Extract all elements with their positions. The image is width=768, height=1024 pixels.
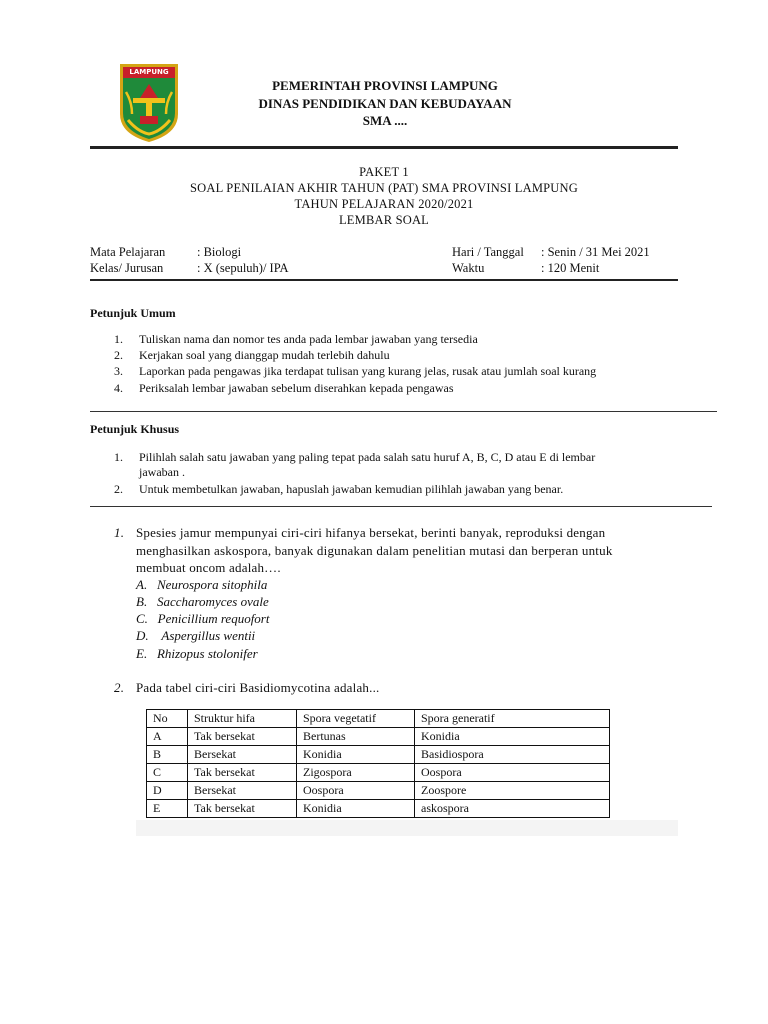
question-2-number: 2. xyxy=(114,680,125,695)
table-cell: Zigospora xyxy=(297,764,415,782)
table-cell: Oospora xyxy=(297,782,415,800)
list-item: 3. Laporkan pada pengawas jika terdapat tulisan yang kurang jelas, rusak atau jumlah soal kurang xyxy=(114,364,597,378)
table-row xyxy=(147,782,610,800)
table-cell: Bertunas xyxy=(297,728,415,746)
question-1-line-3: membuat oncom adalah…. xyxy=(136,560,281,575)
table-cell: Bersekat xyxy=(188,782,297,800)
question-1-line-2: menghasilkan askospora, banyak digunakan dalam penelitian mutasi dan berperan untuk xyxy=(136,543,613,558)
table-cell: Tak bersekat xyxy=(188,800,297,818)
list-item: 2. Untuk membetulkan jawaban, hapuslah jawaban kemudian pilihlah jawaban yang benar. xyxy=(114,482,564,496)
list-item: 1. Pilihlah salah satu jawaban yang paling tepat pada salah satu huruf A, B, C, D atau E di lembar jawaban . xyxy=(114,450,596,479)
table-cell: E xyxy=(147,800,188,818)
table-cell: Tak bersekat xyxy=(188,764,297,782)
section-divider xyxy=(90,506,712,507)
question-2-text: Pada tabel ciri-ciri Basidiomycotina adalah... xyxy=(136,680,380,695)
table-cell: Konidia xyxy=(297,800,415,818)
exam-title: SOAL PENILAIAN AKHIR TAHUN (PAT) SMA PROVINSI LAMPUNG xyxy=(190,181,578,195)
class-value: : X (sepuluh)/ IPA xyxy=(197,261,289,275)
time-value: : 120 Menit xyxy=(541,261,600,275)
table-header-cell: No xyxy=(147,710,188,728)
class-label: Kelas/ Jurusan xyxy=(90,261,164,275)
question-1-number: 1. xyxy=(114,525,125,540)
table-cell: Bersekat xyxy=(188,746,297,764)
characteristics-table xyxy=(146,709,610,818)
table-cell: Oospora xyxy=(415,764,610,782)
section-divider xyxy=(90,411,717,412)
table-cell: Zoospore xyxy=(415,782,610,800)
table-cell: Konidia xyxy=(297,746,415,764)
table-cell: A xyxy=(147,728,188,746)
table-cell: askospora xyxy=(415,800,610,818)
table-header-row xyxy=(147,710,610,728)
paket-title: PAKET 1 xyxy=(359,165,409,179)
table-row xyxy=(147,764,610,782)
subject-value: : Biologi xyxy=(197,245,242,259)
table-cell: B xyxy=(147,746,188,764)
header-school: SMA .... xyxy=(362,113,408,128)
lampung-logo xyxy=(118,62,180,144)
question-1-option-d: D. Aspergillus wentii xyxy=(136,628,256,643)
list-item: 2. Kerjakan soal yang dianggap mudah terlebih dahulu xyxy=(114,348,390,362)
table-row xyxy=(147,800,610,818)
list-item: 4. Periksalah lembar jawaban sebelum diserahkan kepada pengawas xyxy=(114,381,454,395)
day-date-label: Hari / Tanggal xyxy=(452,245,524,259)
list-item: 1. Tuliskan nama dan nomor tes anda pada lembar jawaban yang tersedia xyxy=(114,332,478,346)
question-1-line-1: Spesies jamur mempunyai ciri-ciri hifanya bersekat, berinti banyak, reproduksi dengan xyxy=(136,525,606,540)
general-instructions-title: Petunjuk Umum xyxy=(90,306,176,320)
header-divider xyxy=(90,146,678,149)
table-header-cell: Struktur hifa xyxy=(188,710,297,728)
table-header-cell: Spora vegetatif xyxy=(297,710,415,728)
question-1-option-c: C. Penicillium requofort xyxy=(136,611,270,626)
table-row xyxy=(147,746,610,764)
logo-text: LAMPUNG xyxy=(129,68,169,76)
table-cell: Basidiospora xyxy=(415,746,610,764)
header-department: DINAS PENDIDIKAN DAN KEBUDAYAAN xyxy=(258,96,512,111)
day-date-value: : Senin / 31 Mei 2021 xyxy=(541,245,650,259)
subject-label: Mata Pelajaran xyxy=(90,245,166,259)
table-row xyxy=(147,728,610,746)
info-divider xyxy=(90,279,678,281)
time-label: Waktu xyxy=(452,261,485,275)
question-1-option-e: E. Rhizopus stolonifer xyxy=(136,646,258,661)
question-1-option-a: A. Neurospora sitophila xyxy=(136,577,268,592)
table-shading xyxy=(136,820,678,836)
header-province: PEMERINTAH PROVINSI LAMPUNG xyxy=(272,78,498,93)
table-cell: Konidia xyxy=(415,728,610,746)
table-cell: Tak bersekat xyxy=(188,728,297,746)
sheet-title: LEMBAR SOAL xyxy=(338,213,430,227)
question-1-option-b: B. Saccharomyces ovale xyxy=(136,594,269,609)
specific-instructions-title: Petunjuk Khusus xyxy=(90,422,180,436)
table-cell: C xyxy=(147,764,188,782)
table-cell: D xyxy=(147,782,188,800)
table-header-cell: Spora generatif xyxy=(415,710,610,728)
academic-year: TAHUN PELAJARAN 2020/2021 xyxy=(294,197,474,211)
